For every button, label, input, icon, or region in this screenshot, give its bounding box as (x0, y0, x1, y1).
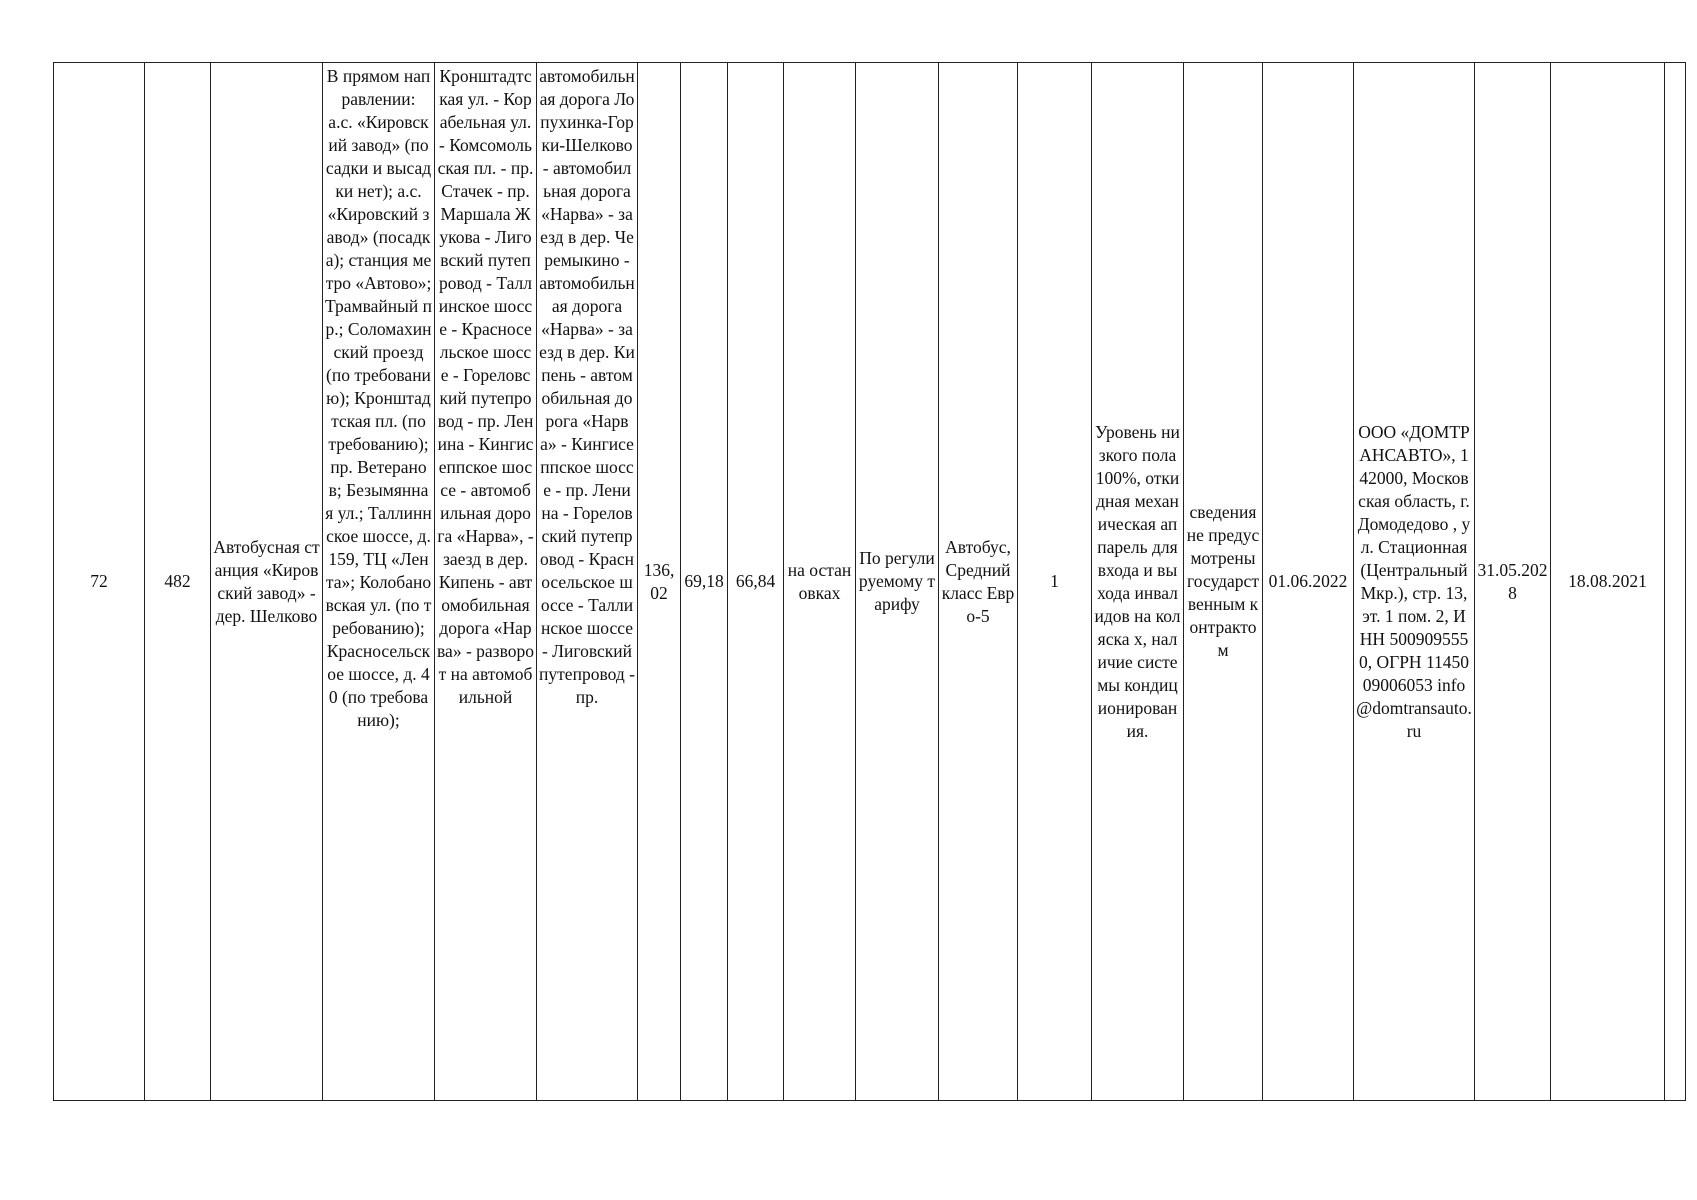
boarding-order-cell: на остановках (784, 63, 856, 1101)
streets-reverse-cell: автомобильная дорога Лопухинка-Горки-Шелково - автомобильная дорога «Нарва» - заезд в дер. Черемыкино - автомобильная дорога «Нарва» - заезд в дер. Кипень - автомобильная дорога «Нарва» - Кингисеппское шоссе - пр. Ленина - Гореловский путепровод - Красносельское шоссе - Таллинское шоссе - Лиговский путепровод - пр. (537, 63, 638, 1101)
route-registry-table (53, 62, 1686, 1101)
length-total-cell: 136,02 (638, 63, 681, 1101)
row-number-cell: 72 (54, 63, 145, 1101)
carrier-cell: ООО «ДОМТРАНСАВТО», 142000, Московская область, г. Домодедово , ул. Стационная (Центральный Мкр.), стр. 13, эт. 1 пом. 2, ИНН 5009095550, ОГРН 1145009006053 info@domtransauto.ru (1354, 63, 1475, 1101)
route-number-cell: 482 (145, 63, 211, 1101)
end-date-cell: 31.05.2028 (1475, 63, 1551, 1101)
contract-info-cell: сведения не предусмотрены государственным контрактом (1184, 63, 1263, 1101)
table-row (54, 63, 1686, 1101)
vehicle-features-cell: Уровень низкого пола 100%, откидная механическая аппарель для входа и выхода инвалидов на коляска х, наличие системы кондиционирования. (1092, 63, 1184, 1101)
vehicle-cell: Автобус, Средний класс Евро-5 (939, 63, 1018, 1101)
registration-date-cell: 18.08.2021 (1551, 63, 1665, 1101)
vehicle-count-cell: 1 (1018, 63, 1092, 1101)
empty-cell (1665, 63, 1686, 1101)
route-name-cell: Автобусная станция «Кировский завод» - дер. Шелково (211, 63, 323, 1101)
length-reverse-cell: 66,84 (728, 63, 784, 1101)
stops-forward-cell: В прямом направлении: а.с. «Кировский завод» (посадки и высадки нет); а.с. «Кировский завод» (посадка); станция метро «Автово»; Трамвайный пр.; Соломахинский проезд (по требованию); Кронштадтская пл. (по требованию); пр. Ветеранов; Безымянная ул.; Таллиннское шоссе, д. 159, ТЦ «Лента»; Колобановская ул. (по требованию); Красносельское шоссе, д. 40 (по требованию); (323, 63, 435, 1101)
tariff-type-cell: По регулируемому тарифу (856, 63, 939, 1101)
length-forward-cell: 69,18 (681, 63, 728, 1101)
start-date-cell: 01.06.2022 (1263, 63, 1354, 1101)
streets-forward-cell: Кронштадтская ул. - Корабельная ул. - Комсомольская пл. - пр. Стачек - пр. Маршала Жукова - Лиговский путепровод - Таллинское шоссе - Красносельское шоссе - Гореловский путепровод - пр. Ленина - Кингисеппское шоссе - автомобильная дорога «Нарва», - заезд в дер. Кипень - автомобильная дорога «Нарва» - разворот на автомобильной (435, 63, 537, 1101)
